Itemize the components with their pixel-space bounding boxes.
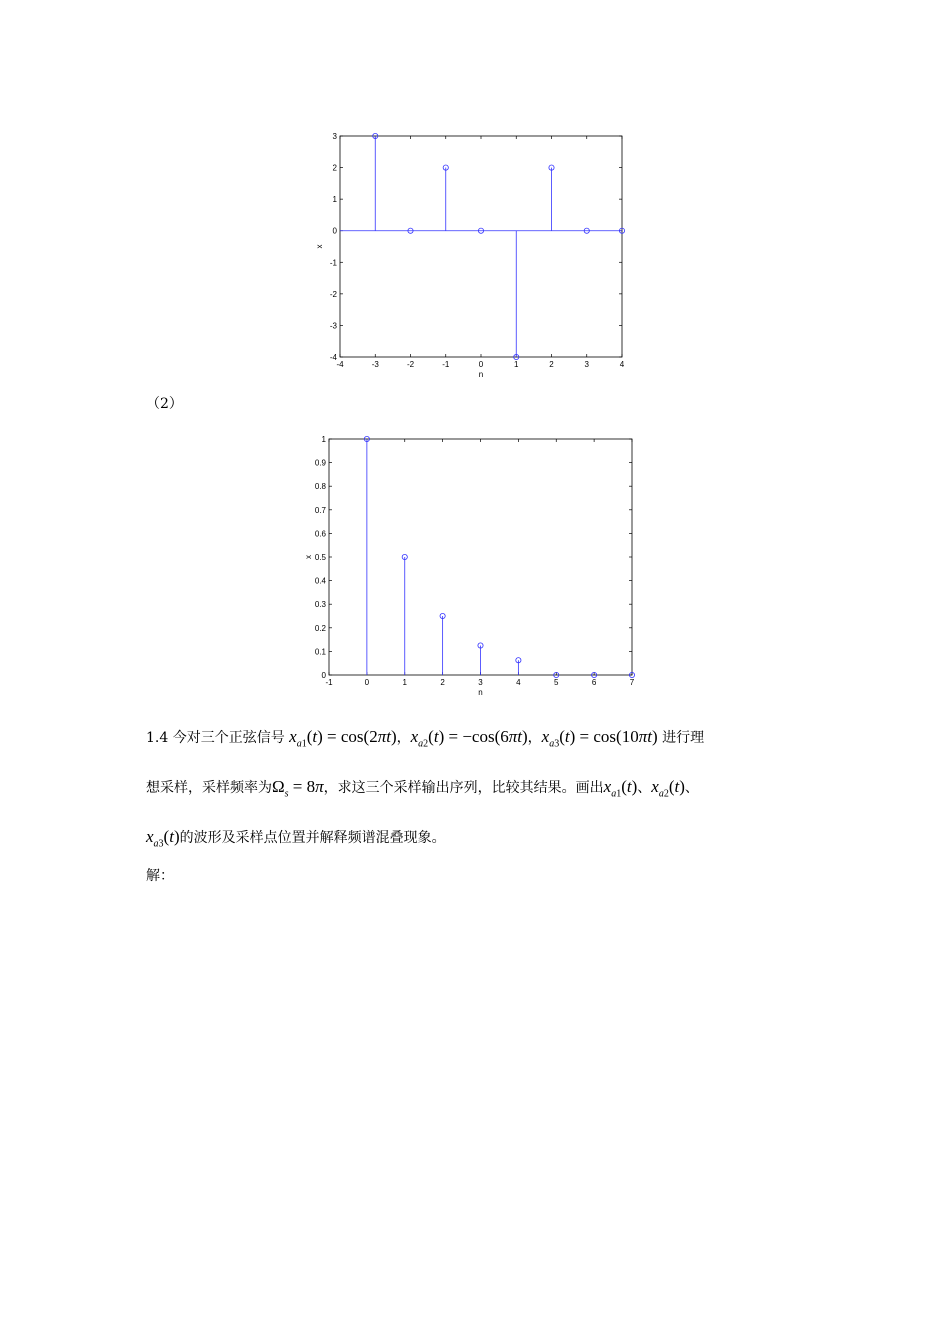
formula-omega: $\Omega_s = 8\pi$	[272, 777, 324, 800]
x-tick-label: -1	[442, 360, 450, 369]
formula-xa3-ref: $x_{a3}(t)$	[146, 827, 180, 850]
x-tick-label: -1	[325, 678, 333, 687]
y-tick-label: 0.2	[314, 623, 326, 633]
y-tick-label: -1	[329, 258, 337, 268]
problem-text: 、	[684, 780, 699, 796]
y-tick-label: 0.1	[314, 647, 326, 657]
x-axis-label: n	[478, 688, 483, 697]
y-tick-label: -3	[329, 321, 337, 331]
answer-label: 解：	[146, 868, 174, 884]
x-tick-label: -2	[406, 360, 415, 369]
problem-line-3	[146, 828, 816, 849]
x-tick-label: 5	[554, 678, 559, 687]
x-tick-label: 1	[514, 360, 519, 369]
plot-frame	[329, 439, 632, 675]
x-tick-label: -4	[336, 360, 344, 369]
problem-text: ，	[396, 730, 411, 746]
problem-text: 、	[637, 780, 652, 796]
formula-xa2-ref: $x_{a2}(t)$	[651, 777, 685, 800]
x-tick-label: -3	[371, 360, 379, 369]
y-axis-label: x	[315, 244, 324, 249]
y-tick-label: 1	[332, 195, 337, 205]
stem-plot-1	[300, 125, 640, 385]
y-tick-label: -4	[329, 353, 337, 362]
x-tick-label: 4	[619, 360, 625, 369]
x-tick-label: 4	[516, 678, 521, 687]
y-tick-label: 0.9	[314, 458, 326, 468]
y-tick-label: -2	[329, 289, 337, 299]
y-tick-label: 0.4	[314, 576, 326, 586]
x-tick-label: 0	[478, 360, 484, 369]
y-tick-label: 0.5	[314, 553, 326, 562]
formula-xa1: $x_{a1}(t) = \cos(2\pi t)$	[289, 727, 397, 750]
x-tick-label: 1	[402, 678, 407, 687]
problem-line-2	[146, 778, 816, 799]
problem-text: 进行理	[657, 730, 705, 746]
x-tick-label: 3	[584, 360, 589, 369]
x-tick-label: 6	[591, 678, 597, 687]
y-tick-label: 3	[332, 132, 337, 141]
stem-plot-2	[295, 430, 645, 705]
problem-text: ，求这三个采样输出序列，比较其结果。画出	[323, 780, 604, 796]
x-tick-label: 2	[440, 678, 445, 687]
problem-line-1	[146, 728, 816, 749]
problem-text: 想采样，采样频率为	[146, 780, 272, 796]
problem-text: 的波形及采样点位置并解释频谱混叠现象。	[179, 830, 446, 846]
y-tick-label: 0.7	[314, 505, 326, 515]
problem-text: ，	[527, 730, 542, 746]
x-tick-label: 3	[478, 678, 483, 687]
y-tick-label: 2	[332, 163, 337, 173]
y-axis-label: x	[304, 555, 313, 559]
formula-xa2: $x_{a2}(t) = -\cos(6\pi t)$	[410, 727, 528, 750]
y-tick-label: 0	[332, 226, 337, 236]
y-tick-label: 0.3	[314, 600, 326, 610]
y-tick-label: 0.8	[314, 482, 326, 492]
y-tick-label: 0	[321, 671, 326, 680]
y-tick-label: 1	[321, 435, 326, 444]
formula-xa3: $x_{a3}(t) = \cos(10\pi t)$	[541, 727, 658, 750]
section-label: （2）	[146, 396, 183, 412]
problem-text: 1.4 今对三个正弦信号	[146, 730, 290, 746]
x-axis-label: n	[478, 370, 484, 379]
x-tick-label: 7	[629, 678, 635, 687]
y-tick-label: 0.6	[314, 529, 326, 539]
x-tick-label: 2	[549, 360, 554, 369]
plot-frame	[340, 136, 622, 357]
x-tick-label: 0	[364, 678, 370, 687]
formula-xa1-ref: $x_{a1}(t)$	[603, 777, 638, 800]
